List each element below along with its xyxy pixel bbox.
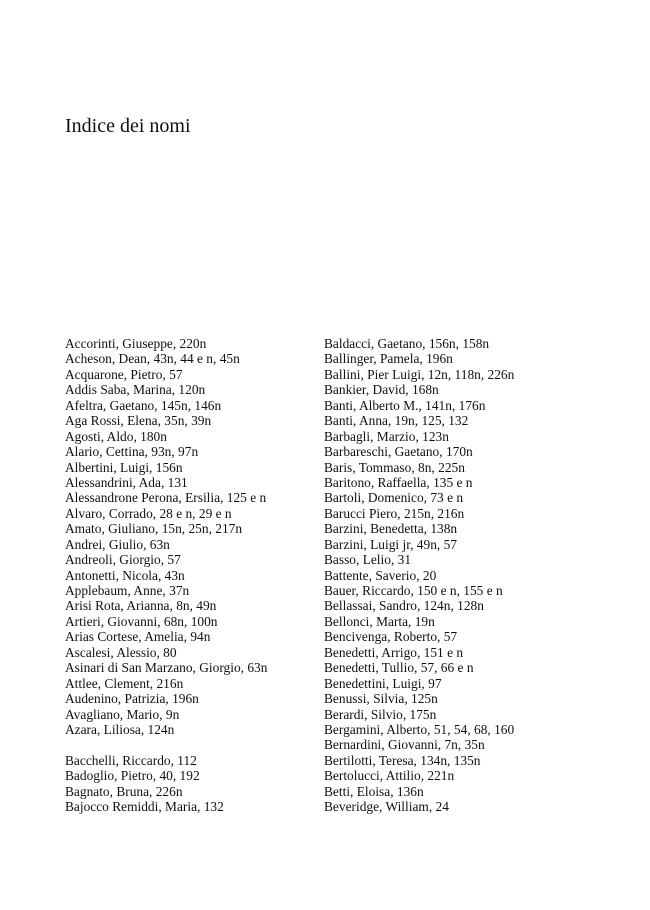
index-entry: Benedettini, Luigi, 97 [324,675,442,691]
index-entry: Audenino, Patrizia, 196n [65,691,199,707]
index-entry: Betti, Eloisa, 136n [324,783,424,799]
index-entry: Bertilotti, Teresa, 134n, 135n [324,752,481,768]
index-entry: Ascalesi, Alessio, 80 [65,644,177,660]
index-entry: Baldacci, Gaetano, 156n, 158n [324,336,490,351]
index-entry: Alvaro, Corrado, 28 e n, 29 e n [65,505,232,521]
index-entry: Avagliano, Mario, 9n [65,706,180,722]
index-entry: Andrei, Giulio, 63n [65,536,170,552]
index-entry: Acquarone, Pietro, 57 [65,366,183,382]
index-entry: Bartoli, Domenico, 73 e n [324,490,464,506]
index-entry: Badoglio, Pietro, 40, 192 [65,768,200,784]
index-entry: Antonetti, Nicola, 43n [65,567,185,583]
index-entry: Attlee, Clement, 216n [65,675,184,691]
page-title: Indice dei nomi [65,115,191,137]
index-entry: Acheson, Dean, 43n, 44 e n, 45n [65,351,240,367]
index-entry: Bernardini, Giovanni, 7n, 35n [324,737,485,753]
index-entry: Bagnato, Bruna, 226n [65,783,183,799]
index-entry: Applebaum, Anne, 37n [65,583,190,598]
index-entry: Accorinti, Giuseppe, 220n [65,336,207,351]
index-entry: Alario, Cettina, 93n, 97n [65,444,199,460]
index-entry: Benedetti, Tullio, 57, 66 e n [324,660,474,676]
index-entry: Benedetti, Arrigo, 151 e n [324,644,464,660]
index-entry: Andreoli, Giorgio, 57 [65,552,181,568]
index-entry: Basso, Lelio, 31 [324,552,412,568]
index-entry: Bertolucci, Attilio, 221n [324,768,455,784]
index-entry: Bankier, David, 168n [324,382,439,398]
index-entry: Barucci Piero, 215n, 216n [324,505,465,521]
letter-group-gap [65,737,310,752]
index-entry: Bencivenga, Roberto, 57 [324,629,458,645]
index-entry: Artieri, Giovanni, 68n, 100n [65,613,218,629]
index-entry: Barzini, Benedetta, 138n [324,521,458,537]
index-entry: Asinari di San Marzano, Giorgio, 63n [65,660,268,676]
index-entry: Bauer, Riccardo, 150 e n, 155 e n [324,583,503,598]
index-entry: Bergamini, Alberto, 51, 54, 68, 160 [324,721,515,737]
index-entry: Battente, Saverio, 20 [324,567,437,583]
index-entry: Azara, Liliosa, 124n [65,721,175,737]
index-entry: Ballini, Pier Luigi, 12n, 118n, 226n [324,366,515,382]
index-entry: Banti, Anna, 19n, 125, 132 [324,413,469,429]
index-entry: Alessandrini, Ada, 131 [65,474,188,490]
index-entry: Agosti, Aldo, 180n [65,428,167,444]
index-entry: Bacchelli, Riccardo, 112 [65,752,197,768]
index-entry: Amato, Giuliano, 15n, 25n, 217n [65,521,243,537]
index-entry: Ballinger, Pamela, 196n [324,351,453,367]
index-entry: Benussi, Silvia, 125n [324,691,438,707]
index-entry: Bajocco Remiddi, Maria, 132 [65,799,224,815]
index-column-left [65,336,310,815]
index-entry: Albertini, Luigi, 156n [65,459,183,475]
index-entry: Barzini, Luigi jr, 49n, 57 [324,536,457,552]
index-entry: Baritono, Raffaella, 135 e n [324,474,473,490]
index-entry: Bellassai, Sandro, 124n, 128n [324,598,484,614]
index-entry: Arisi Rota, Arianna, 8n, 49n [65,598,217,614]
index-entry: Barbareschi, Gaetano, 170n [324,444,473,460]
index-entry: Banti, Alberto M., 141n, 176n [324,397,486,413]
index-entry: Barbagli, Marzio, 123n [324,428,449,444]
index-entry: Alessandrone Perona, Ersilia, 125 e n [65,490,267,506]
index-entry: Addis Saba, Marina, 120n [65,382,206,398]
index-entry: Afeltra, Gaetano, 145n, 146n [65,397,222,413]
index-entry: Bellonci, Marta, 19n [324,613,435,629]
index-entry: Berardi, Silvio, 175n [324,706,437,722]
index-entry: Beveridge, William, 24 [324,799,449,815]
index-entry: Aga Rossi, Elena, 35n, 39n [65,413,212,429]
index-column-right [324,336,569,815]
index-entry: Baris, Tommaso, 8n, 225n [324,459,465,475]
index-entry: Arias Cortese, Amelia, 94n [65,629,211,645]
